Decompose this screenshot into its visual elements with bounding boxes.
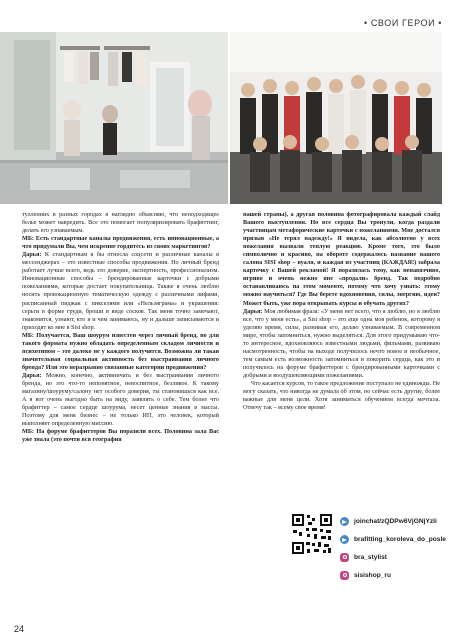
social-links-block xyxy=(290,512,446,618)
question: нашей страны), а другая половина фотографировала каждый слайд Вашего выступления. Но все сердца Вы тронули, когда раздали участницам метафорические карточки с пожеланиями. Мне достался призыв «Не терял надежду!» Я видела, как абсолютно у всех пожелания вызвали теплую реакцию. Кроме того, это было символично и красиво, на обороте содержалось название вашего салона SISI shop – вуаля, и каждая из участниц (КАЖДАЯ!) забрала карточку с Вашей рекламой! Я поразилась тому, как ненавязчиво, игриво и очень нежно вне «продали» бренд. Так подробно останавливаюсь на этом моменте, потому что хочу узнать: этому можно научиться? Где Вы берете вдохновения, силы, энергию, идеи? Может быть, уже пора открывать курсы и обучать других? xyxy=(243,211,440,307)
instagram-icon xyxy=(340,553,349,562)
social-link-text: bra_stylist xyxy=(354,553,387,561)
question: МБ: Есть стандартные каналы продвижения, есть инновационные, а что придумали Вы, чем искренне гордитесь из своих маркетингов? xyxy=(22,235,219,251)
page-number: 24 xyxy=(14,624,25,634)
telegram-icon xyxy=(340,535,349,544)
instagram-icon xyxy=(340,571,349,580)
social-link-instagram[interactable] xyxy=(340,566,444,584)
section-header: • СВОИ ГЕРОИ • xyxy=(363,18,442,28)
social-link-instagram[interactable] xyxy=(340,548,444,566)
speaker-label: Дарья: xyxy=(243,307,263,315)
qr-code-icon[interactable] xyxy=(290,512,334,556)
social-link-text: brafitting_koroleva_do_posle xyxy=(354,535,446,543)
social-list xyxy=(340,512,444,584)
group-photo xyxy=(230,32,442,204)
paragraph: тулленних в разных городах я наглядно объясняю, что неподходящее белье может навредить. Все это помогает популяризировать брафиттинг, делать его узнаваемым. xyxy=(22,211,219,235)
question: МБ: Получается, Ваш шоурум известен через личный бренд, но для такого формата нужно обладать определенным складом личности и психотипом – это далеко не у каждого получится. Возможна ли такая значительная социальная активность без выстраивания личного бренда? Или это неразрывно связанные категории продвижения? xyxy=(22,331,219,371)
answer xyxy=(22,251,219,331)
speaker-label: Дарья: xyxy=(22,371,42,379)
right-column xyxy=(243,211,440,412)
answer xyxy=(243,308,440,380)
paragraph: Что касается курсов, то такое предложение поступало не единожды. Не могу сказать, что никогда не думала об этом, но сейчас есть другие, более важные для меня цели. Хотя заниматься обучением всегда мечтала. Отвечу так – всему свое время! xyxy=(243,379,440,412)
social-link-telegram[interactable] xyxy=(340,530,444,548)
answer-text: Можно, конечно, активничать и без выстраивания личного бренда, но это что-то непонятное, невоспитное, безликое. К такому магазину/шоуруму/салону нет особого доверия, ты становишься как все. А я вот очень выгодно быть на виду, заявлять о себе. Тем более что брафиттер – самое сердце шоурума, несет ценные знания в массы. Поэтому для меня бизнес – не только ИП, это человек, который выполняет определенную миссию. xyxy=(22,371,219,428)
left-column xyxy=(22,211,219,444)
telegram-icon xyxy=(340,517,349,526)
social-link-text: joinchat/zQDPw6VjGNjYzIi xyxy=(354,517,437,525)
answer-text: К стандартным я бы отнесла соцсети и различные каналы в мессенджерах – это известные способы продвижения. Но личный бренд работает лучше всего, ведь это доверие, экспертность, профессионализм. Инновационные способы – брендированные карточки с добрыми пожеланиями, которые достает покупательница. Также я очень люблю носить провокационную тематическую одежду с различными лифами, расписанный пиджак с пикселями или «Нельзяграма» и украшения: серьги в форме груди, броши в виде сосков. Так меня точно замечают, знакомятся, узнают, кто я и чем занимаюсь, ну и дальше записываются и приходят ко мне в Sisi shop. xyxy=(22,251,219,331)
social-link-telegram[interactable] xyxy=(340,512,444,530)
showroom-photo xyxy=(0,32,228,204)
answer-text: Моя любимая фраза: «У меня нет всего, что я люблю, но я люблю все, что у меня есть», а Sisi shop – это еще одна моя ребенок, которому я уделяю время, силы, разнивая его, делаю узнаваемым. В современном мире, чтобы запомниться, нужно выделяться. Для этого придумываю что-то интересное, вдохновляюсь известными людьми, фильмами, развиваю насмотренность, чтобы на выходе получилось нечто новое и необычное, тем самым есть возможность запомниться и покорить сердца, как это и получилось на форуме брафиттеров с брендированными карточками с добрыми и воодушевляющими пожеланиями. xyxy=(243,307,440,379)
answer xyxy=(22,372,219,428)
speaker-label: Дарья: xyxy=(22,251,42,259)
social-link-text: sisishop_ru xyxy=(354,571,392,579)
question: МБ: На форуме брафиттеров Вы поразили всех. Половина зала Вас уже знала (это почти вся география xyxy=(22,428,219,444)
